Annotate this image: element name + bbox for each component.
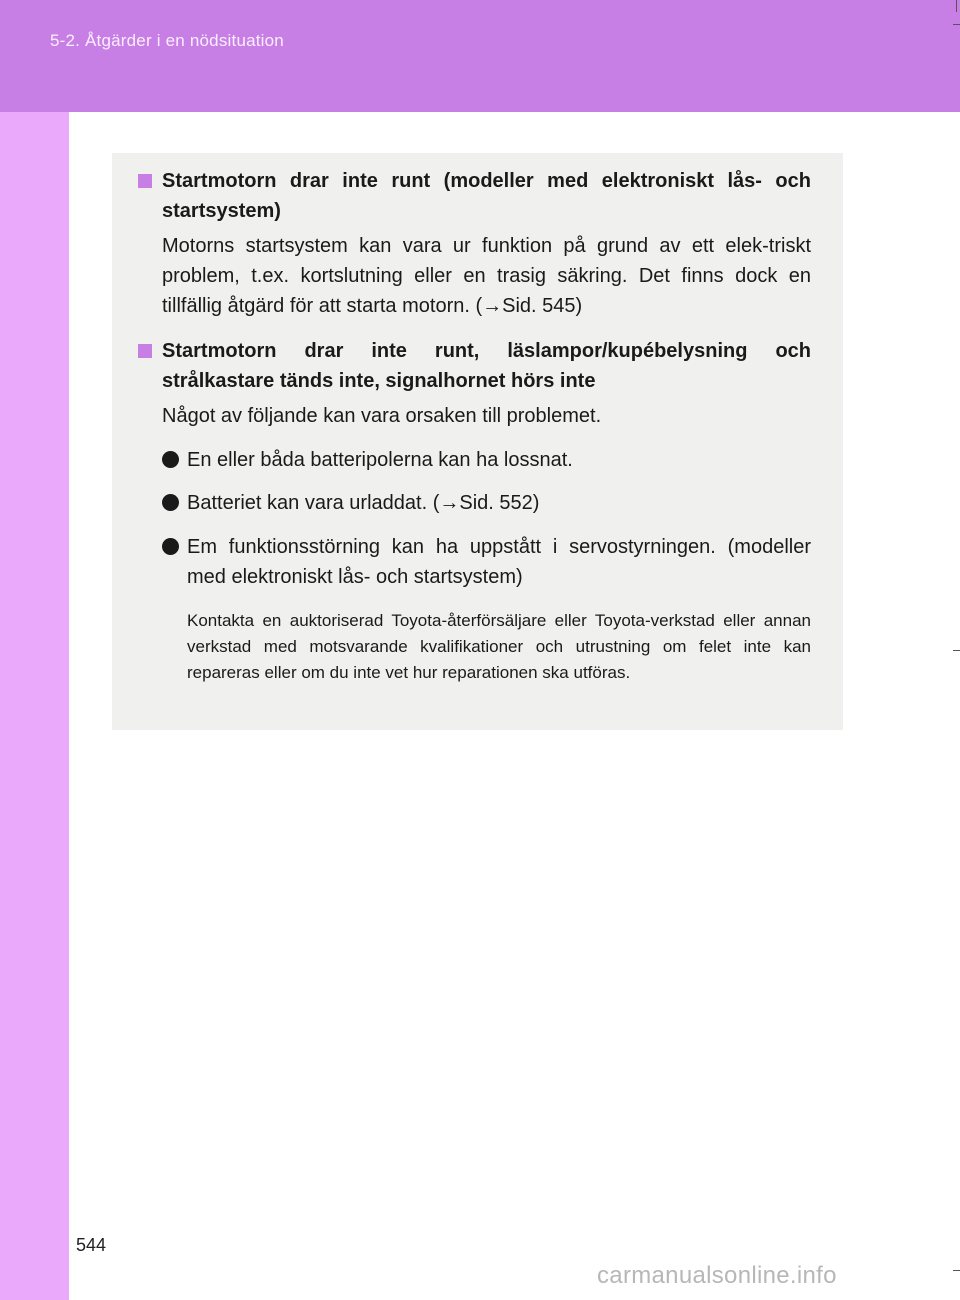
entry-heading-text: Startmotorn drar inte runt (modeller med elektroniskt lås- och startsystem) [162, 170, 811, 222]
crop-mark [953, 24, 960, 25]
side-tab-strip [0, 112, 69, 1300]
square-bullet-icon [138, 344, 152, 358]
list-item [162, 445, 811, 475]
entry-body: Motorns startsystem kan vara ur funktion på grund av ett elek-triskt problem, t.ex. kortslutning eller en trasig säkring. Det finns dock en tillfällig åtgärd för att starta motorn. (→Sid. 545) [162, 235, 811, 317]
section-header [0, 0, 960, 112]
entry-heading [162, 336, 811, 396]
crop-mark [953, 650, 960, 651]
crop-mark [953, 1270, 960, 1271]
list-item-text: En eller båda batteripolerna kan ha lossnat. [187, 449, 573, 471]
info-box [112, 153, 843, 730]
section-title: 5-2. Åtgärder i en nödsituation [50, 31, 284, 50]
entry-heading-text: Startmotorn drar inte runt, läslampor/kupébelysning och strålkastare tänds inte, signalhornet hörs inte [162, 340, 811, 392]
watermark: carmanualsonline.info [597, 1262, 837, 1289]
note-text: Kontakta en auktoriserad Toyota-återförsäljare eller Toyota-verkstad eller annan verkstad med motsvarande kvalifikationer och utrustning om felet inte kan repareras eller om du inte vet hur reparationen ska utföras. [187, 611, 811, 682]
list-item [162, 532, 811, 592]
round-bullet-icon [162, 538, 179, 555]
entry-heading [162, 166, 811, 226]
page-number: 544 [76, 1235, 107, 1255]
round-bullet-icon [162, 451, 179, 468]
square-bullet-icon [138, 174, 152, 188]
list-item [162, 488, 811, 518]
crop-mark [956, 0, 957, 12]
round-bullet-icon [162, 494, 179, 511]
list-item-text: Em funktionsstörning kan ha uppstått i servostyrningen. (modeller med elektroniskt lås- och startsystem) [187, 536, 811, 588]
entry-body: Något av följande kan vara orsaken till problemet. [162, 405, 602, 427]
list-item-text: Batteriet kan vara urladdat. (→Sid. 552) [187, 492, 540, 514]
